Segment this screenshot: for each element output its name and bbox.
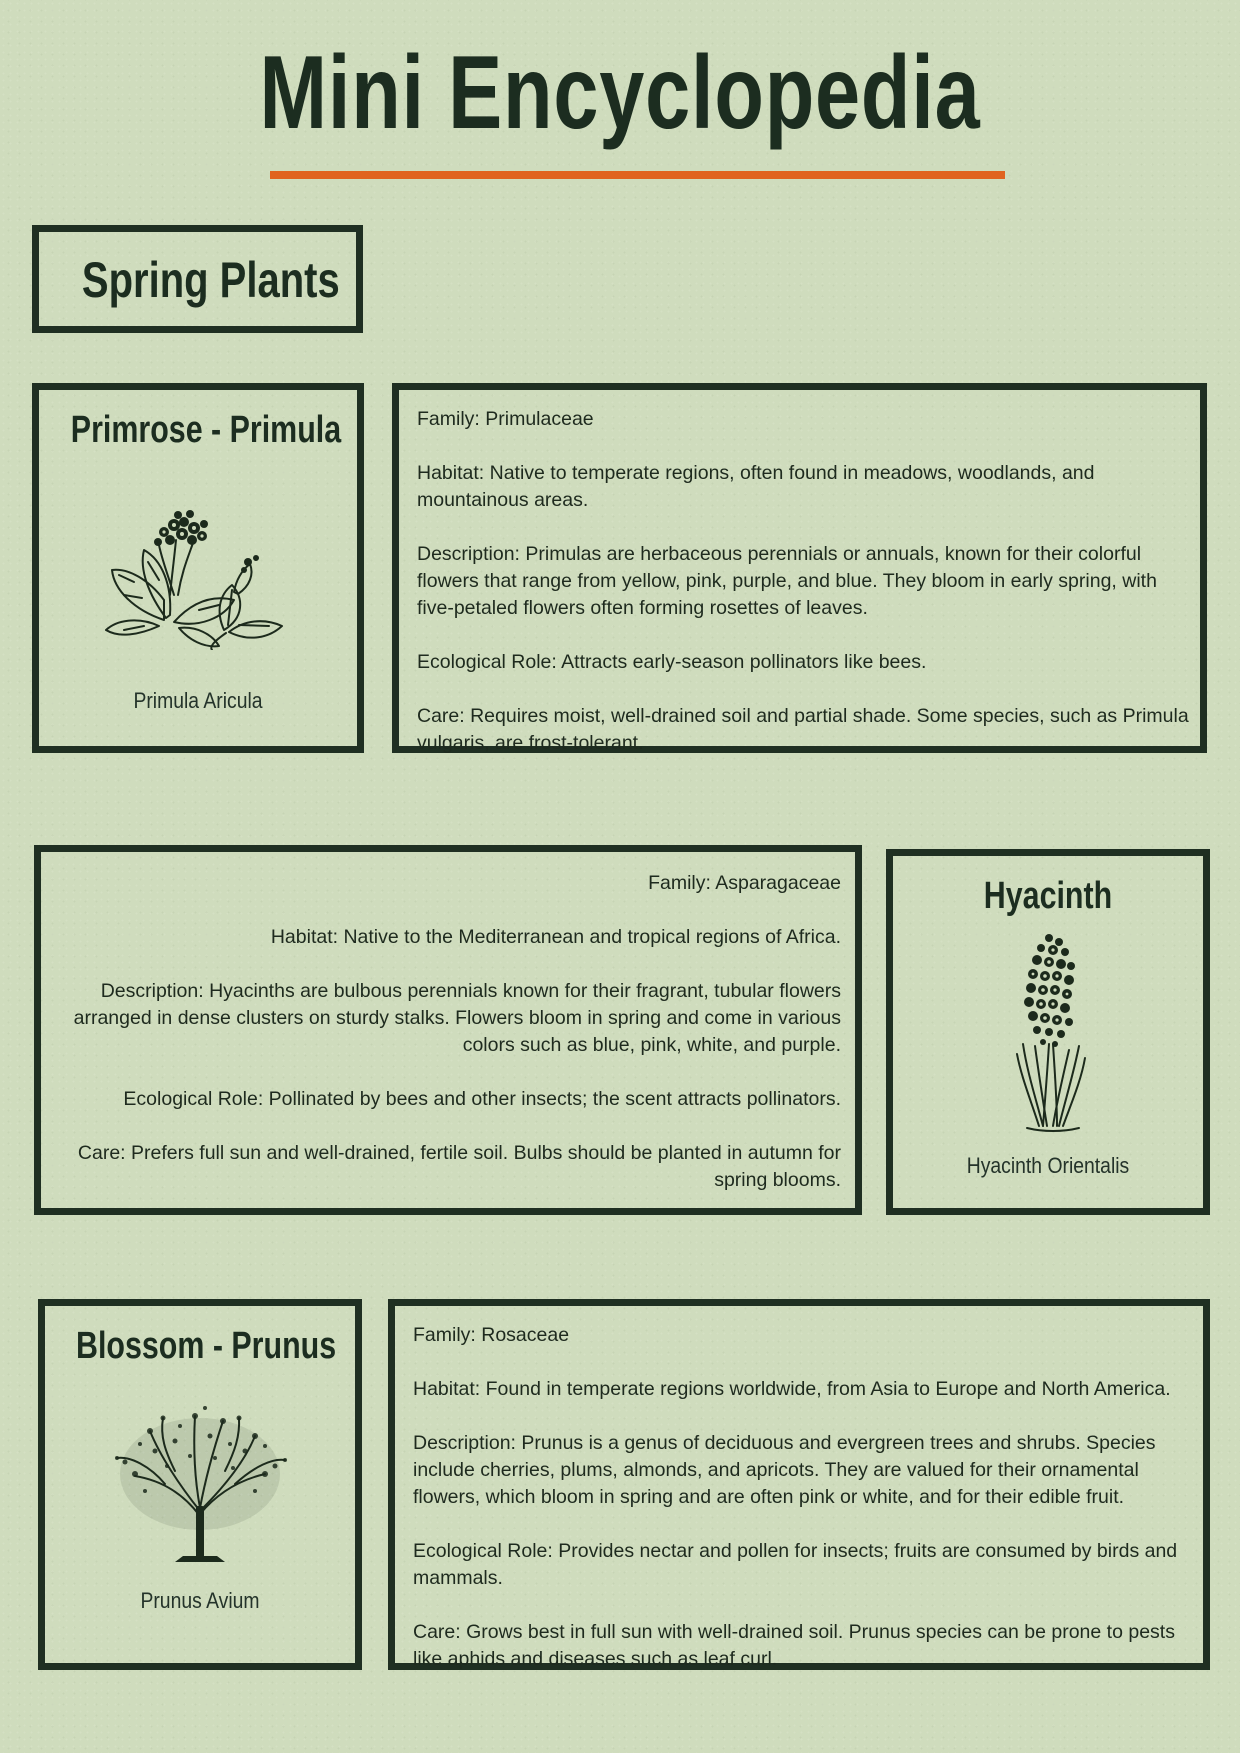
tree-illustration <box>105 1396 295 1566</box>
plant-family: Family: Rosaceae <box>413 1324 570 1346</box>
plant-habitat: Habitat: Native to temperate regions, often found in meadows, woodlands, and mountainous areas. <box>417 462 1095 511</box>
plant-habitat: Habitat: Native to the Mediterranean and tropical regions of Africa. <box>270 926 841 948</box>
plant-care: Care: Grows best in full sun with well-drained soil. Prunus species can be prone to pests like aphids and diseases such as leaf curl. <box>413 1621 1175 1670</box>
plant-care: Care: Requires moist, well-drained soil and partial shade. Some species, such as Primula vulgaris, are frost-tolerant. <box>417 705 1189 754</box>
plant-caption: Hyacinth Orientalis <box>966 1153 1130 1178</box>
plant-name: Primrose - Primula <box>70 409 342 451</box>
plant-info-text <box>51 870 841 1194</box>
plant-description: Description: Primulas are herbaceous perennials or annuals, known for their colorful flowers that range from yellow, pink, purple, and blue. They bloom in early spring, with five-petaled flowers often forming rosettes of leaves. <box>417 543 1157 619</box>
plant-card-primrose <box>32 383 364 753</box>
plant-name: Hyacinth <box>983 875 1113 917</box>
section-title: Spring Plants <box>81 252 340 308</box>
page-title: Mini Encyclopedia <box>259 35 981 151</box>
hyacinth-flower-illustration <box>1013 926 1093 1136</box>
plant-description: Description: Prunus is a genus of deciduous and evergreen trees and shrubs. Species include cherries, plums, almonds, and apricots. They are valued for their ornamental flowers, which bloom in spring and are often pink or white, and for their edible fruit. <box>413 1432 1156 1508</box>
plant-info-text <box>417 406 1192 757</box>
plant-info-primrose <box>392 383 1207 753</box>
plant-ecological-role: Ecological Role: Attracts early-season pollinators like bees. <box>417 651 927 673</box>
plant-habitat: Habitat: Found in temperate regions worldwide, from Asia to Europe and North America. <box>413 1378 1171 1400</box>
primrose-plant-illustration <box>104 500 294 650</box>
section-heading-box <box>32 225 363 333</box>
plant-card-prunus <box>38 1299 362 1670</box>
plant-info-text <box>413 1322 1198 1673</box>
plant-care: Care: Prefers full sun and well-drained, fertile soil. Bulbs should be planted in autumn for spring blooms. <box>77 1142 841 1191</box>
plant-ecological-role: Ecological Role: Provides nectar and pollen for insects; fruits are consumed by birds and mammals. <box>413 1540 1178 1589</box>
plant-info-hyacinth <box>34 845 862 1215</box>
plant-family: Family: Asparagaceae <box>648 872 841 894</box>
plant-ecological-role: Ecological Role: Pollinated by bees and other insects; the scent attracts pollinators. <box>123 1088 841 1110</box>
plant-caption: Primula Aricula <box>133 688 263 713</box>
plant-info-prunus <box>388 1299 1210 1670</box>
plant-caption: Prunus Avium <box>140 1588 260 1613</box>
plant-card-hyacinth <box>886 849 1210 1215</box>
plant-family: Family: Primulaceae <box>417 408 594 430</box>
title-underline <box>270 171 1005 179</box>
plant-description: Description: Hyacinths are bulbous perennials known for their fragrant, tubular flowers arranged in dense clusters on sturdy stalks. Flowers bloom in spring and come in various colors such as blue, pink, white, and purple. <box>73 980 841 1056</box>
plant-name: Blossom - Prunus <box>76 1325 337 1367</box>
